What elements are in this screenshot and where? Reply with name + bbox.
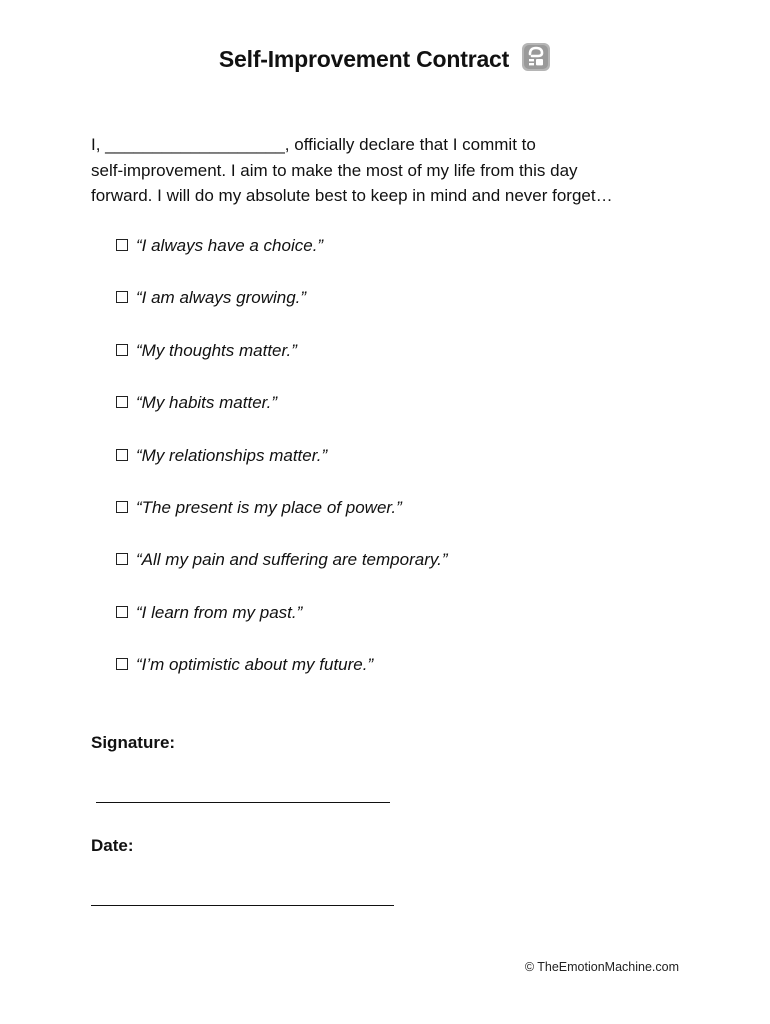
checkbox[interactable] (116, 239, 128, 251)
checkbox[interactable] (116, 449, 128, 461)
checklist-item (116, 653, 447, 705)
checklist-item (116, 234, 447, 286)
checkbox[interactable] (116, 291, 128, 303)
signature-label: Signature: (91, 733, 176, 752)
page-title: Self-Improvement Contract (218, 45, 510, 72)
checklist-item-text: “I’m optimistic about my future.” (136, 655, 374, 675)
checklist-item (116, 391, 447, 443)
checklist-item-text: “I am always growing.” (136, 288, 307, 308)
intro-line: forward. I will do my absolute best to keep in mind and never forget… (91, 186, 613, 205)
intro-line: self-improvement. I aim to make the most of my life from this day (91, 160, 578, 180)
checklist-item-text: “I learn from my past.” (136, 602, 303, 622)
checkbox[interactable] (116, 501, 128, 513)
intro-line: I, ___________________, officially declare that I commit to (91, 135, 536, 154)
checklist-item (116, 339, 447, 391)
checkbox[interactable] (116, 344, 128, 356)
checklist-item-text: “The present is my place of power.” (136, 497, 402, 517)
footer-credit: © TheEmotionMachine.com (524, 960, 679, 974)
checklist-item (116, 548, 447, 600)
checklist-item (116, 601, 447, 653)
date-line[interactable] (91, 905, 394, 906)
checkbox[interactable] (116, 553, 128, 565)
checklist-item-text: “All my pain and suffering are temporary.” (136, 550, 448, 570)
checkbox[interactable] (116, 606, 128, 618)
intro-paragraph (91, 132, 711, 209)
checklist-item (116, 496, 447, 548)
checklist-item-text: “My relationships matter.” (136, 445, 328, 465)
checkbox[interactable] (116, 658, 128, 670)
emotion-machine-logo-icon (521, 42, 551, 72)
checklist-item-text: “I always have a choice.” (136, 236, 324, 255)
checklist-item-text: “My thoughts matter.” (136, 340, 297, 360)
signature-line[interactable] (96, 802, 390, 803)
checkbox[interactable] (116, 396, 128, 408)
affirmation-checklist (116, 234, 447, 706)
checklist-item (116, 286, 447, 338)
checklist-item (116, 444, 447, 496)
date-label: Date: (91, 836, 134, 855)
checklist-item-text: “My habits matter.” (136, 393, 278, 413)
title-row (0, 44, 770, 74)
